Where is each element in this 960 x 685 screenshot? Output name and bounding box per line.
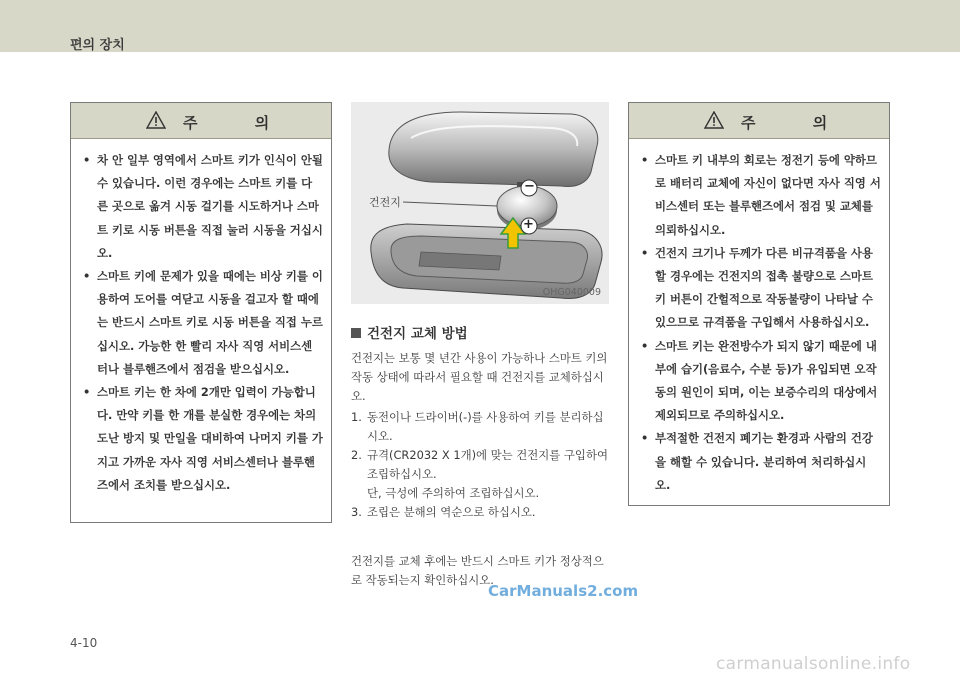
caution-item: • 스마트 키는 완전방수가 되지 않기 때문에 내부에 습기(음료수, 수분 등)가 유입되면 오작동의 원인이 되며, 이는 보증수리의 대상에서 제외되므로 주의하십시오. bbox=[641, 335, 881, 428]
step-text: 규격(CR2032 X 1개)에 맞는 건전지를 구입하여 조립하십시오. bbox=[367, 448, 608, 481]
chapter-title: 편의 장치 bbox=[70, 38, 125, 53]
caution-title: 주 의 bbox=[741, 114, 854, 132]
section-intro: 건전지는 보통 몇 년간 사용이 가능하나 스마트 키의 작동 상태에 따라서 필요할 때 건전지를 교체하십시오. bbox=[351, 351, 608, 403]
step-number: 2. bbox=[351, 448, 362, 462]
watermark-carmanualsonline: carmanualsonline.info bbox=[716, 654, 911, 674]
caution-item: • 부적절한 건전지 폐기는 환경과 사람의 건강을 해할 수 있습니다. 분리하여 처리하십시오. bbox=[641, 427, 881, 497]
section-title: 건전지 교체 방법 bbox=[367, 326, 468, 342]
battery-label: 건전지 bbox=[369, 196, 401, 209]
step-number: 3. bbox=[351, 505, 362, 519]
page-number: 4-10 bbox=[70, 636, 98, 650]
warning-triangle-icon bbox=[704, 111, 724, 129]
steps-list bbox=[351, 408, 613, 522]
step-item bbox=[351, 503, 613, 522]
caution-item: • 스마트 키에 문제가 있을 때에는 비상 키를 이용하여 도어를 여닫고 시동을 걸고자 할 때에는 반드시 스마트 키로 시동 버튼을 직접 누르십시오. 가능한 한 빨리 자사 직영 서비스센터나 블루핸즈에서 점검을 받으십시오. bbox=[83, 265, 323, 381]
caution-item: • 스마트 키는 한 차에 2개만 입력이 가능합니다. 만약 키를 한 개를 분실한 경우에는 차의 도난 방지 및 만일을 대비하여 나머지 키를 가지고 가까운 자사 직영 서비스센터나 블루핸즈에서 조치를 받으십시오. bbox=[83, 381, 323, 497]
caution-title: 주 의 bbox=[183, 114, 296, 132]
caution-box-left bbox=[70, 102, 332, 523]
section-heading bbox=[351, 322, 468, 342]
step-number: 1. bbox=[351, 410, 362, 424]
caution-item: • 스마트 키 내부의 회로는 정전기 등에 약하므로 배터리 교체에 자신이 없다면 자사 직영 서비스센터 또는 블루핸즈에서 점검 및 교체를 의뢰하십시오. bbox=[641, 149, 881, 242]
caution-list bbox=[629, 139, 889, 497]
caution-list bbox=[71, 139, 331, 497]
figure-code: OHG040009 bbox=[542, 287, 601, 298]
step-note: 단, 극성에 주의하여 조립하십시오. bbox=[367, 486, 540, 500]
watermark-carmanuals2: CarManuals2.com bbox=[488, 582, 639, 600]
step-item bbox=[351, 446, 613, 503]
caution-header bbox=[71, 103, 331, 139]
step-item bbox=[351, 408, 613, 446]
step-text: 조립은 분해의 역순으로 하십시오. bbox=[367, 505, 536, 519]
section-outro: 건전지를 교체 후에는 반드시 스마트 키가 정상적으로 작동되는지 확인하십시오. bbox=[351, 554, 604, 587]
caution-item: • 건전지 크기나 두께가 다른 비규격품을 사용할 경우에는 건전지의 접촉 불량으로 스마트 키 버튼이 간헐적으로 작동불량이 나타날 수 있으므로 규격품을 구입해서 사용하십시오. bbox=[641, 242, 881, 335]
step-text: 동전이나 드라이버(-)를 사용하여 키를 분리하십시오. bbox=[367, 410, 604, 443]
header-band bbox=[0, 0, 960, 52]
minus-polarity-mark: − bbox=[524, 179, 535, 194]
square-bullet-icon bbox=[351, 328, 361, 338]
caution-item: • 차 안 일부 영역에서 스마트 키가 인식이 안될 수 있습니다. 이런 경우에는 스마트 키를 다른 곳으로 옮겨 시동 걸기를 시도하거나 스마트 키로 시동 버튼을 직접 눌러 시동을 거십시오. bbox=[83, 149, 323, 265]
caution-header bbox=[629, 103, 889, 139]
caution-box-right bbox=[628, 102, 890, 506]
battery-replacement-figure bbox=[351, 102, 609, 304]
warning-triangle-icon bbox=[146, 111, 166, 129]
plus-polarity-mark: + bbox=[523, 217, 534, 232]
